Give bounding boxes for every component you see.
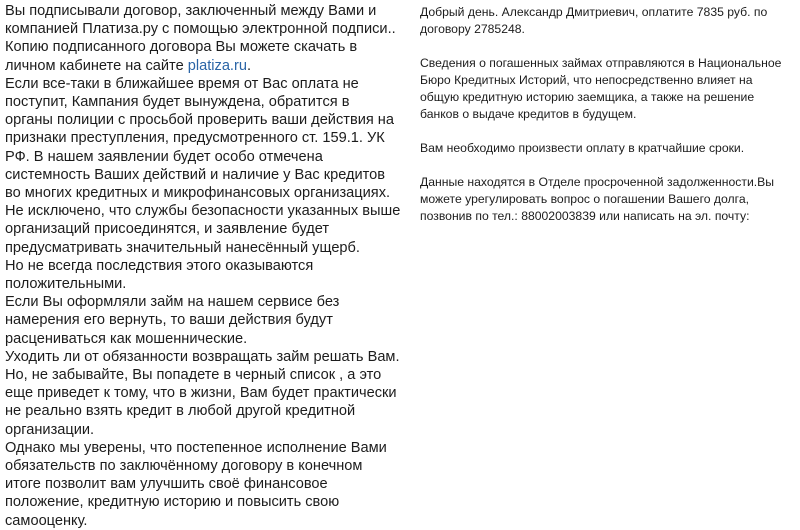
left-paragraph-contract <box>5 2 401 75</box>
left-message <box>5 2 401 530</box>
right-message <box>420 4 795 225</box>
left-paragraph-contract-text: Вы подписывали договор, заключенный между Вами и компанией Платиза.ру с помощью электронной подписи.. Копию подписанного договора Вы можете скачать в личном кабинете на сайте <box>5 3 396 74</box>
platiza-link[interactable]: platiza.ru <box>187 57 247 74</box>
left-paragraph-improvement: Однако мы уверены, что постепенное исполнение Вами обязательств по заключённому договору в конечном итоге позволит вам улучшить своё финансовое положение, кредитную историю и повысить свою самооценку. <box>5 439 387 529</box>
left-paragraph-consequences: Но не всегда последствия этого оказываются положительными. <box>5 257 314 293</box>
left-paragraph-police: Если все-таки в ближайшее время от Вас оплата не поступит, Кампания будет вынуждена, обратится в органы полиции с просьбой проверить ваши действия на признаки преступления, предусмотренного ст. 159.1. УК РФ. В нашем заявлении будет особо отмечена системность Ваших действий и наличие у Вас кредитов во многих кредитных и микрофинансовых организациях. Не исключено, что службы безопасности указанных выше организаций присоединятся, и заявление будет предусматривать значительный нанесённый ущерб. <box>5 75 401 256</box>
left-paragraph-contract-end: . <box>246 57 252 74</box>
right-paragraph-credit-bureau: Сведения о погашенных займах отправляются в Национальное Бюро Кредитных Историй, что непосредственно влияет на общую кредитную историю заемщика, а также на решение банков о выдаче кредитов в будущем. <box>420 56 782 121</box>
right-paragraph-payment-required: Вам необходимо произвести оплату в кратчайшие сроки. <box>420 141 745 155</box>
right-paragraph-greeting: Добрый день. Александр Дмитриевич, оплатите 7835 руб. по договору 2785248. <box>420 5 768 36</box>
left-paragraph-blacklist: Уходить ли от обязанности возвращать займ решать Вам. Но, не забывайте, Вы попадете в черный список , а это еще приведет к тому, что в жизни, Вам будет практически не реально взять кредит в любой другой кредитной организации. <box>5 348 400 438</box>
left-paragraph-fraud: Если Вы оформляли займ на нашем сервисе без намерения его вернуть, то ваши действия будут расцениваться как мошеннические. <box>5 294 340 347</box>
right-paragraph-contact: Данные находятся в Отделе просроченной задолженности.Вы можете урегулировать вопрос о погашении Вашего долга, позвонив по тел.: 88002003839 или написать на эл. почту: <box>420 175 775 223</box>
